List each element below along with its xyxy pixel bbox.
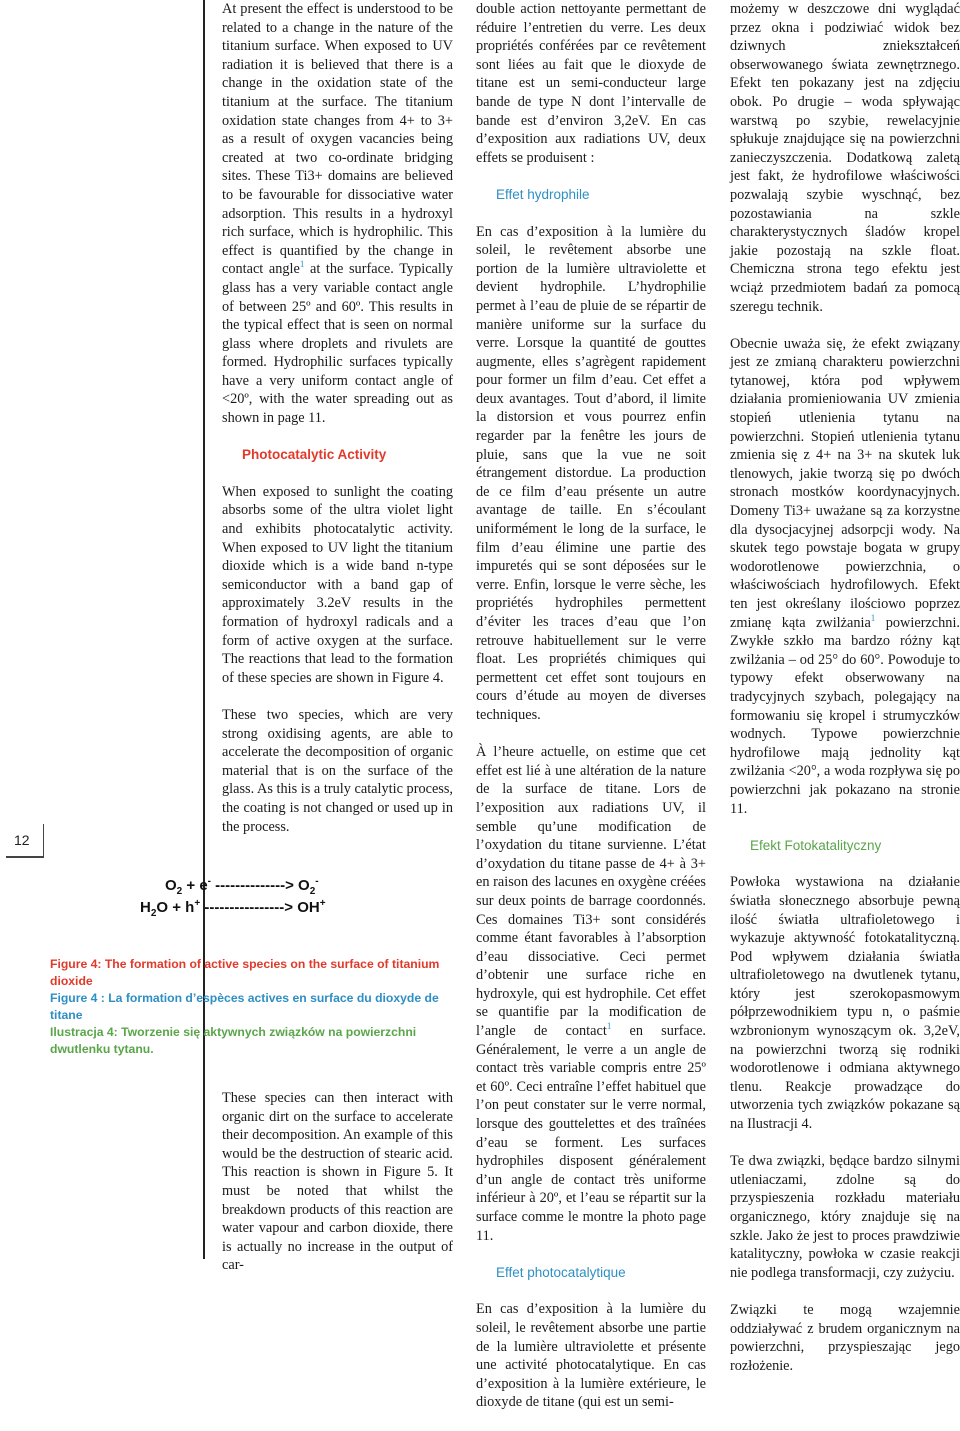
caption-polish: Ilustracja 4: Tworzenie się aktywnych związków na powierzchni dwutlenku tytanu. bbox=[50, 1025, 417, 1056]
column-divider bbox=[203, 0, 205, 1259]
figure-caption bbox=[50, 956, 450, 1058]
paragraph: En cas d’exposition à la lumière du soleil, le revêtement absorbe une partie de la lumière ultraviolette et présente une activité photocatalytique. En cas d’exposition à la lumière extérieure, le dioxyde de titane (qui est un semi- bbox=[476, 1301, 706, 1411]
text: powierzchni. Zwykłe szkło ma bardzo różny kąt zwilżania – od 25° do 60°. Powoduje to typowy efekt obserwowany na tradycyjnych szybach, polegający na formowaniu się kropel i strumyczków wodnych. Typowe powierzchnie hydrofilowe mają jednolity kąt zwilżania <20°, a woda rozpływa się po powierzchni jak pokazano na stronie 11. bbox=[730, 614, 960, 817]
equation-water: $H_2O + h^+$ ----------------> OH+ bbox=[140, 898, 326, 919]
english-column-continued bbox=[222, 1089, 453, 1294]
english-column bbox=[222, 0, 453, 855]
paragraph: Powłoka wystawiona na działanie światła słonecznego absorbuje pewną ilość światła ultrafioletowego i wykazuje aktywność fotokatalityczną. Pod wpływem działania światła ultrafioletowego na dwutlenek tytanu, który jest szerokopasmowym półprzewodnikiem typu n, o paśmie wzbronionym wynoszącym ok. 3,2eV, na powierzchni tworzą się rodniki wodorotlenowe i odmiana aktywnego tlenu. Reakcje prowadzące do utworzenia tych związków pokazane są na Ilustracji 4. bbox=[730, 874, 960, 1133]
paragraph: When exposed to sunlight the coating absorbs some of the ultra violet light and exhibits photocatalytic activity. When exposed to UV light the titanium dioxide which is a wide band n-type semiconductor with a band gap of approximately 3.2eV results in the formation of hydroxyl radicals and a form of active oxygen at the surface. The reactions that lead to the formation of these species are shown in Figure 4. bbox=[222, 483, 453, 686]
footnote-ref: 1 bbox=[870, 612, 876, 623]
paragraph: These species can then interact with organic dirt on the surface to accelerate their decomposition. An example of this would be the destruction of stearic acid. This reaction is shown in Figure 5. It must be noted that whilst the breakdown products of this reaction are water vapour and carbon dioxide, there is actually no increase in the output of car- bbox=[222, 1090, 453, 1274]
paragraph bbox=[476, 743, 706, 1245]
polish-column bbox=[730, 0, 960, 1394]
paragraph: These two species, which are very strong oxidising agents, are able to accelerate the decomposition of organic material that is on the surface of the glass. As this is a truly catalytic process, the coating is not changed or used up in the process. bbox=[222, 706, 453, 835]
paragraph: En cas d’exposition à la lumière du soleil, le revêtement absorbe une portion de la lumière ultraviolette et devient hydrophile. L’hydrophilie permet à l’eau de pluie de se répartir de manière uniforme sur la surface du verre. Lorsque la quantité de gouttes augmente, elles s’agrègent rapidement pour former un film d’eau. Cet effet a deux avantages. Tout d’abord, il limite la distorsion et vous pourrez enfin regarder par la fenêtre les jours de pluie, sans que la vue ne soit étrangement distordue. La production de ce film d’eau présente un autre avantage de taille. En s’écoulant uniformément le long de la surface, le film d’eau élimine une partie des impuretés qui se sont déposées sur le verre. Enfin, lorsque le verre sèche, les propriétés hydrophiles permettent d’éviter les traces d’eau que l’on retrouve habituellement sur le verre float. Les propriétés chimiques qui permettent cet effet sont toujours en cours d’étude au moyen de diverses techniques. bbox=[476, 223, 706, 723]
paragraph bbox=[222, 0, 453, 428]
page-number: 12 bbox=[14, 832, 30, 848]
section-heading: Effet photocatalytique bbox=[496, 1264, 626, 1280]
french-column bbox=[476, 0, 706, 1431]
section-heading: Photocatalytic Activity bbox=[242, 447, 387, 463]
section-heading: Effet hydrophile bbox=[496, 186, 590, 202]
paragraph: Związki te mogą wzajemnie oddziaływać z brudem organicznym na powierzchni, przyspieszając jego rozłożenie. bbox=[730, 1301, 960, 1374]
equation-oxygen: $O_2 + e^-$ --------------> $O_2^-$ bbox=[165, 876, 319, 897]
caption-french: Figure 4 : La formation d’espèces actives en surface du dioxyde de titane bbox=[50, 991, 439, 1022]
text: at the surface. Typically glass has a very variable contact angle of between 25º and 60º. This results in the typical effect that is seen on normal glass where droplets and rivulets are formed. Hydrophilic surfaces typically have a very uniform contact angle of <20º, with the water spreading out as shown in page 11. bbox=[222, 261, 453, 427]
footnote-ref: 1 bbox=[606, 1021, 612, 1032]
text: At present the effect is understood to be related to a change in the nature of the titanium surface. When exposed to UV radiation it is believed that there is a change in the oxidation state of the titanium at the surface. The titanium oxidation state changes from 4+ to 3+ as a result of oxygen vacancies being created at two co-ordinate bridging sites. These Ti3+ domains are believed to be favourable for dissociative water adsorption. This results in a hydroxyl rich surface, which is hydrophilic. This effect is quantified by the change in contact angle bbox=[222, 1, 453, 278]
text: en surface. Généralement, le verre a un angle de contact très variable compris entre 25º et 60º. Ceci entraîne l’effet habituel que l’on peut constater sur le verre normal, lorsque des gouttelettes et des traînées d’eau se forment. Les surfaces hydrophiles disposent généralement d’un angle de contact très uniforme inférieur à 20º, et l’eau se répartit sur la surface comme le montre la photo page 11. bbox=[476, 1023, 706, 1244]
reaction-equations bbox=[140, 876, 380, 920]
text: Obecnie uważa się, że efekt związany jest ze zmianą charakteru powierzchni tytanowej, która pod wpływem działania promieniowania UV zmienia stopień utlenienia tytanu na powierzchni. Stopień utlenienia tytanu zmienia się z 4+ na 3+ na skutek luk tlenowych, jakie tworzą się po dwóch stronach mostków koordynacyjnych. Domeny Ti3+ uważane są za korzystne dla dysocjacyjnej adsorpcji wody. Na skutek tego powstaje bogata w grupy wodorotlenowe powierzchnia, o właściwościach hydrofilowych. Efekt ten jest określany ilościowo poprzez zmianę kąta zwilżania bbox=[730, 335, 960, 631]
page-number-box bbox=[6, 824, 44, 858]
text: À l’heure actuelle, on estime que cet effet est lié à une altération de la nature de la surface de titane. Lors de l’exposition aux radiations UV, il semble qu’une modification de l’oxydation du titane survienne. L’état d’oxydation du titane passe de 4+ à 3+ en raison des lacunes en oxygène créées sur deux points de barrage coordonnés. Ces domaines Ti3+ sont considérés comme étant favorables à l’absorption d’eau dissociative. Ceci permet d’obtenir une surface riche en hydroxyle, qui est hydrophile. Cet effet se quantifie par la modification de l’angle de contact bbox=[476, 744, 706, 1040]
paragraph bbox=[730, 335, 960, 818]
footnote-ref: 1 bbox=[299, 259, 305, 270]
paragraph: double action nettoyante permettant de réduire l’entretien du verre. Les deux propriétés conférées par ce revêtement sont liées au fait que le dioxyde de titane est un semi-conducteur large bande de type N dont l’intervalle de bande est d’environ 3,2eV. En cas d’exposition aux radiations UV, deux effets se produisent : bbox=[476, 1, 706, 166]
paragraph: Te dwa związki, będące bardzo silnymi utleniaczami, zdolne są do przyspieszenia rozkładu materiału organicznego, który znajduje się na szkle. Jako że jest to proces prawdziwie katalityczny, powłoka w czasie reakcji nie podlega transformacji, czy zużyciu. bbox=[730, 1153, 960, 1281]
paragraph: możemy w deszczowe dni wyglądać przez okna i podziwiać widok bez dziwnych zniekształceń obserwowanego świata zewnętrznego. Efekt ten pokazany jest na zdjęciu obok. Po drugie – woda spływając warstwą po szybie, rewelacyjnie spłukuje znajdujące się na powierzchni zanieczyszczenia. Dodatkową zaletą jest fakt, że hydrofilowe właściwości pozwalają szybie wyschnąć, bez pozostawiania na szkle charakterystycznych śladów kropel jakie pozostają na szkle float. Chemiczna strona tego efektu jest wciąż przedmiotem badań za pomocą szeregu technik. bbox=[730, 1, 960, 315]
section-heading: Efekt Fotokatalityczny bbox=[750, 837, 882, 853]
caption-english: Figure 4: The formation of active species on the surface of titanium dioxide bbox=[50, 957, 440, 988]
